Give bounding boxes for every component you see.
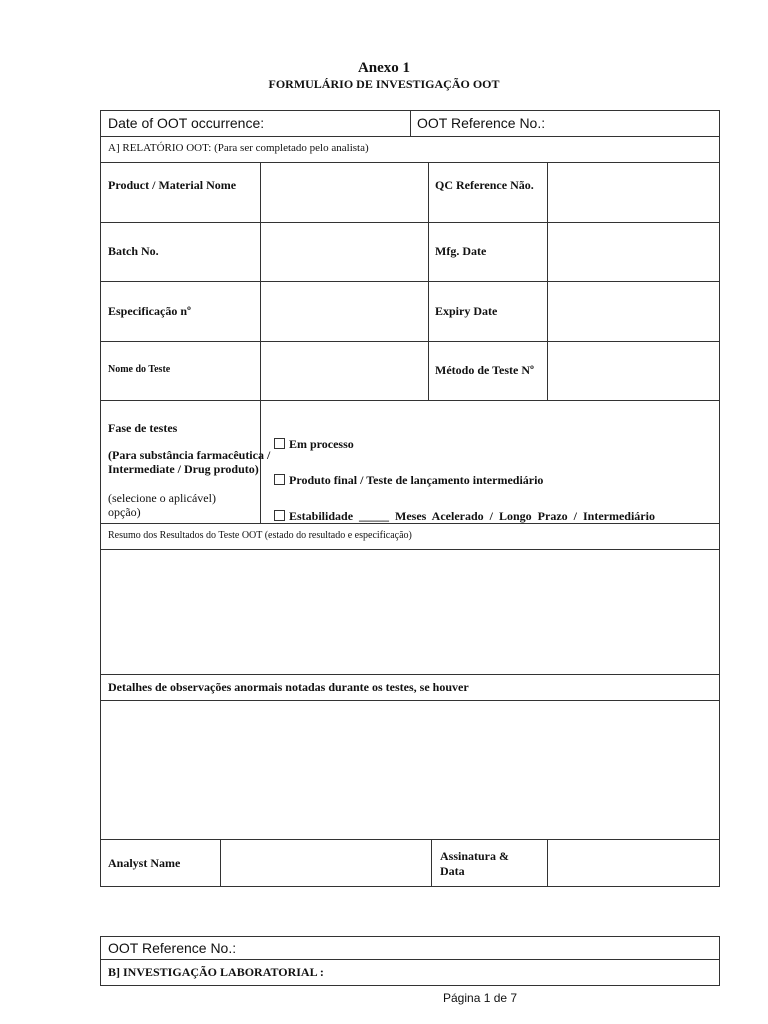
qc-reference-field[interactable] [549,164,717,220]
mfg-date-field[interactable] [549,224,717,279]
batch-no-field[interactable] [262,224,426,279]
oot-reference-label: OOT Reference No.: [417,115,546,131]
section-b-reference-label: OOT Reference No.: [108,940,237,956]
oot-reference-field[interactable] [550,112,716,134]
option-in-process[interactable] [274,437,354,452]
page-number: Página 1 de 7 [443,991,518,1005]
test-method-field[interactable] [549,343,717,398]
testing-phase-substance-note: (Para substância farmacêutica / Intermediate / Drug produto) [108,448,271,476]
test-name-label: Nome do Teste [108,364,171,375]
test-method-label: Método de Teste Nº [435,363,534,377]
test-name-field[interactable] [262,343,426,398]
option-final-product-label: Produto final / Teste de lançamento intermediário [289,473,544,487]
expiry-date-label: Expiry Date [435,304,498,318]
checkbox-icon[interactable] [274,510,285,521]
abnormal-observations-field[interactable] [102,702,718,837]
mfg-date-label: Mfg. Date [435,244,487,258]
option-final-product[interactable] [274,473,543,488]
analyst-name-field[interactable] [222,841,429,885]
testing-phase-title: Fase de testes [108,421,178,435]
summary-field[interactable] [102,551,718,672]
signature-date-field[interactable] [549,841,717,885]
summary-label: Resumo dos Resultados do Teste OOT (estado do resultado e especificação) [108,530,412,541]
date-of-occurrence-field[interactable] [270,112,406,134]
batch-no-label: Batch No. [108,244,159,258]
product-material-label: Product / Material Nome [108,178,237,192]
specification-label: Especificação nº [108,304,191,318]
annex-title: Anexo 1 [357,60,411,76]
option-in-process-label: Em processo [289,437,354,451]
testing-phase-select-note: (selecione o aplicável) opção) [108,491,216,519]
checkbox-icon[interactable] [274,438,285,449]
form-title: FORMULÁRIO DE INVESTIGAÇÃO OOT [268,77,500,91]
checkbox-icon[interactable] [274,474,285,485]
qc-reference-label: QC Reference Não. [435,178,534,192]
specification-field[interactable] [262,283,426,339]
section-b-title: B] INVESTIGAÇÃO LABORATORIAL : [108,965,324,979]
product-material-field[interactable] [262,164,426,220]
abnormal-observations-label: Detalhes de observações anormais notadas durante os testes, se houver [108,680,469,694]
option-stability[interactable] [274,509,655,524]
expiry-date-field[interactable] [549,283,717,339]
section-a-title: A] RELATÓRIO OOT: (Para ser completado pelo analista) [108,142,369,154]
date-of-occurrence-label: Date of OOT occurrence: [108,115,265,131]
section-b-reference-field[interactable] [250,938,716,957]
option-stability-label: Estabilidade _____ Meses Acelerado / Longo Prazo / Intermediário [289,509,655,523]
analyst-name-label: Analyst Name [108,856,181,870]
signature-date-label: Assinatura & Data [440,849,510,878]
